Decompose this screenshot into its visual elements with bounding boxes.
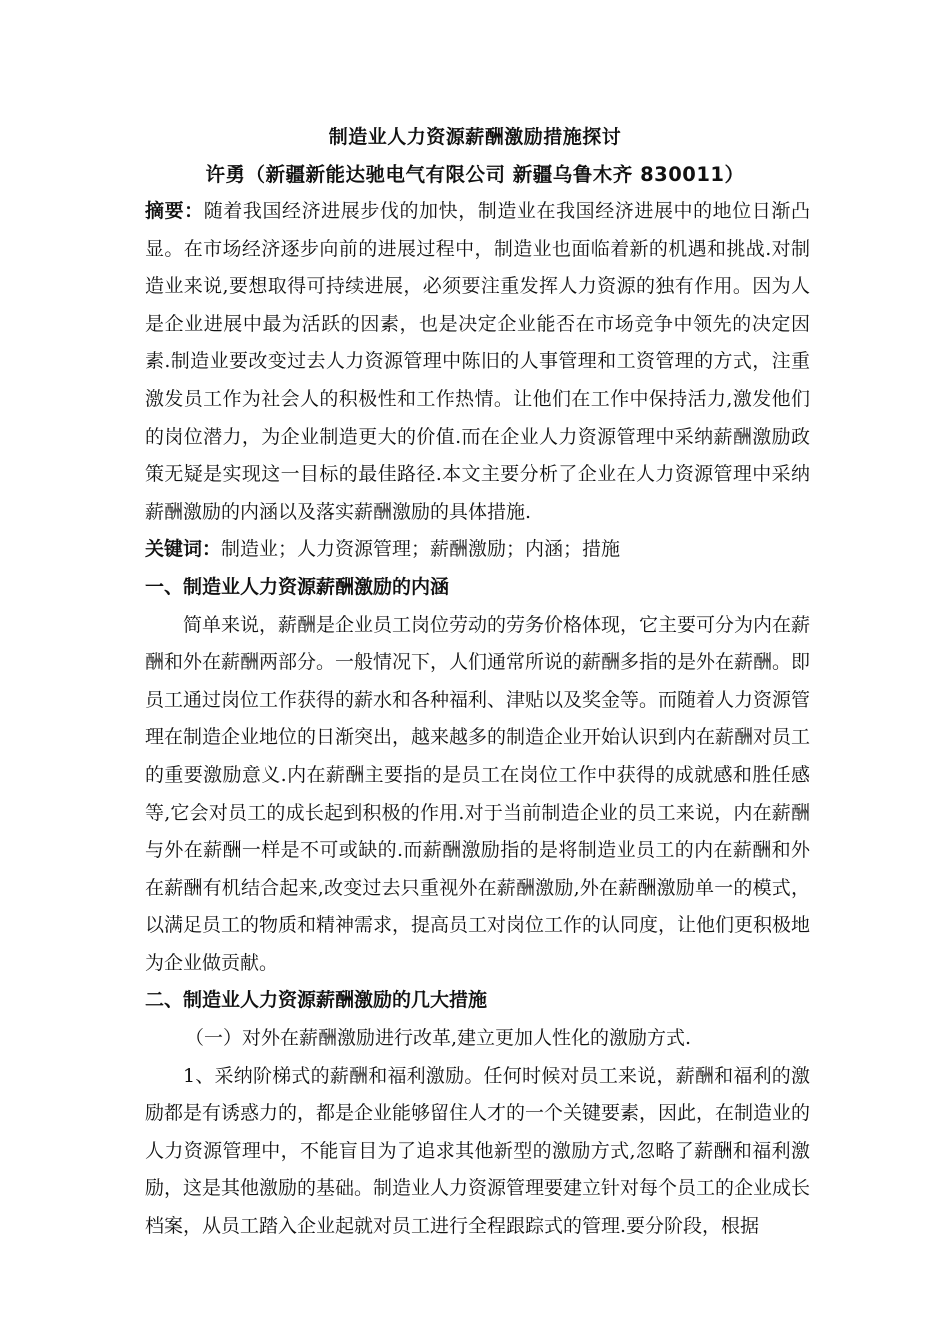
document-body (145, 193, 810, 1246)
abstract-paragraph (145, 193, 810, 531)
document-title: 制造业人力资源薪酬激励措施探讨 (328, 126, 622, 148)
author-affiliation: 许勇（新疆新能达驰电气有限公司 新疆乌鲁木齐 830011） (205, 163, 745, 186)
keywords-paragraph (145, 531, 810, 569)
section-2-paragraph: 1、采纳阶梯式的薪酬和福利激励。任何时候对员工来说，薪酬和福利的激励都是有诱惑力的，都是企业能够留住人才的一个关键要素，因此，在制造业的人力资源管理中，不能盲目为了追求其他新型的激励方式,忽略了薪酬和福利激励，这是其他激励的基础。制造业人力资源管理要建立针对每个员工的企业成长档案，从员工踏入企业起就对员工进行全程跟踪式的管理.要分阶段，根据 (145, 1064, 811, 1238)
section-2-subheading: （一）对外在薪酬激励进行改革,建立更加人性化的激励方式. (185, 1027, 692, 1050)
section-1-paragraph: 简单来说，薪酬是企业员工岗位劳动的劳务价格体现，它主要可分为内在薪酬和外在薪酬两部分。一般情况下，人们通常所说的薪酬多指的是外在薪酬。即员工通过岗位工作获得的薪水和各种福利、津贴以及奖金等。而随着人力资源管理在制造企业地位的日渐突出，越来越多的制造企业开始认识到内在薪酬对员工的重要激励意义.内在薪酬主要指的是员工在岗位工作中获得的成就感和胜任感等,它会对员工的成长起到积极的作用.对于当前制造企业的员工来说，内在薪酬与外在薪酬一样是不可或缺的.而薪酬激励指的是将制造业员工的内在薪酬和外在薪酬有机结合起来,改变过去只重视外在薪酬激励,外在薪酬激励单一的模式，以满足员工的物质和精神需求，提高员工对岗位工作的认同度，让他们更积极地为企业做贡献。 (145, 613, 811, 974)
abstract-text: 随着我国经济进展步伐的加快，制造业在我国经济进展中的地位日渐凸显。在市场经济逐步向前的进展过程中，制造业也面临着新的机遇和挑战.对制造业来说,要想取得可持续进展，必须要注重发挥人力资源的独有作用。因为人是企业进展中最为活跃的因素，也是决定企业能否在市场竞争中领先的决定因素.制造业要改变过去人力资源管理中陈旧的人事管理和工资管理的方式，注重激发员工作为社会人的积极性和工作热情。让他们在工作中保持活力,激发他们的岗位潜力，为企业制造更大的价值.而在企业人力资源管理中采纳薪酬激励政策无疑是实现这一目标的最佳路径.本文主要分析了企业在人力资源管理中采纳薪酬激励的内涵以及落实薪酬激励的具体措施. (145, 200, 810, 523)
section-1-heading: 一、制造业人力资源薪酬激励的内涵 (145, 575, 450, 598)
keywords-label: 关键词： (145, 538, 222, 561)
abstract-label: 摘要： (145, 200, 204, 222)
section-2-heading: 二、制造业人力资源薪酬激励的几大措施 (145, 989, 488, 1012)
keywords-text: 制造业；人力资源管理；薪酬激励；内涵；措施 (221, 538, 621, 561)
